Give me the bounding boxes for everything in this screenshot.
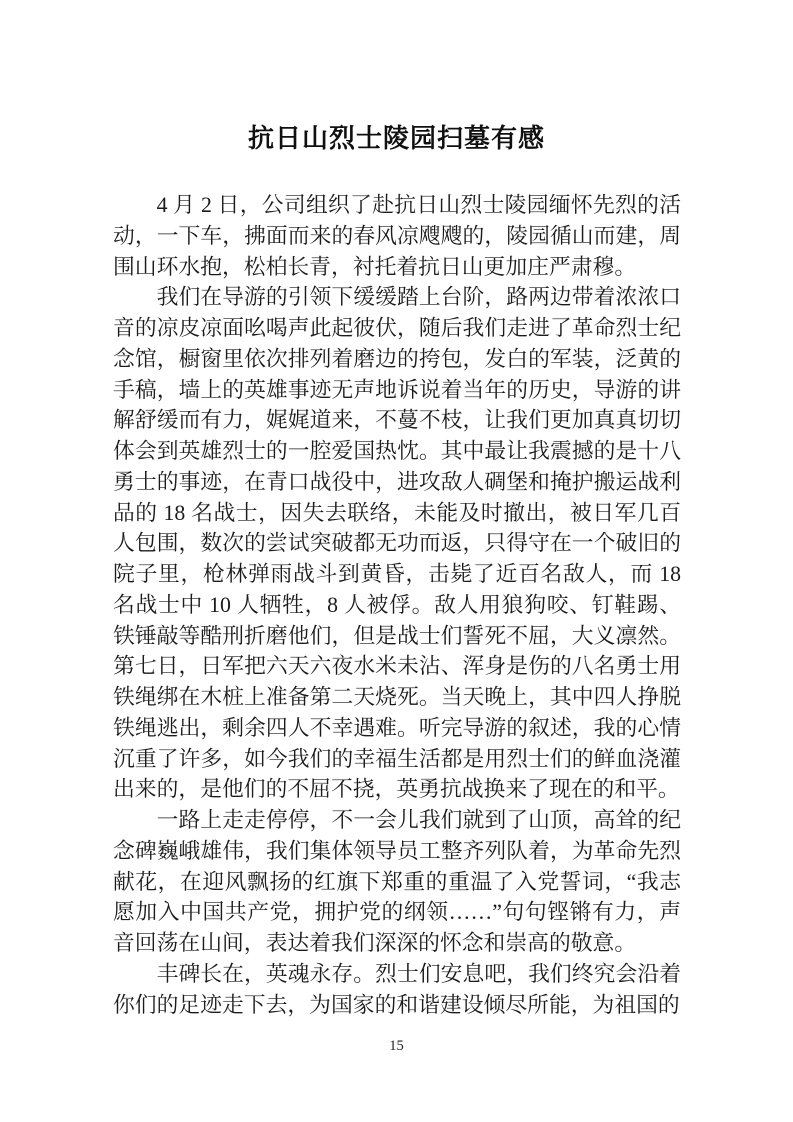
paragraph: 4 月 2 日，公司组织了赴抗日山烈士陵园缅怀先烈的活动，一下车，拂面而来的春风凉飕飕的，陵园循山而建，周围山环水抱，松柏长青，衬托着抗日山更加庄严肃穆。: [113, 193, 681, 279]
document-body: [113, 190, 681, 1020]
page-title: 抗日山烈士陵园扫墓有感: [247, 123, 545, 153]
paragraph: 我们在导游的引领下缓缓踏上台阶，路两边带着浓浓口音的凉皮凉面吆喝声此起彼伏，随后我们走进了革命烈士纪念馆，橱窗里依次排列着磨边的挎包，发白的军装，泛黄的手稿，墙上的英雄事迹无声地诉说着当年的历史，导游的讲解舒缓而有力，娓娓道来，不蔓不枝，让我们更加真真切切体会到英雄烈士的一腔爱国热忱。其中最让我震撼的是十八勇士的事迹，在青口战役中，进攻敌人碉堡和掩护搬运战利品的 18 名战士，因失去联络，未能及时撤出，被日军几百人包围，数次的尝试突破都无功而返，只得守在一个破旧的院子里，枪林弹雨战斗到黄昏，击毙了近百名敌人，而 18 名战士中 10 人牺牲，8 人被俘。敌人用狼狗咬、钉鞋踢、铁锤敲等酷刑折磨他们，但是战士们誓死不屈，大义凛然。第七日，日军把六天六夜水米未沾、浑身是伤的八名勇士用铁绳绑在木桩上准备第二天烧死。当天晚上，其中四人挣脱铁绳逃出，剩余四人不幸遇难。听完导游的叙述，我的心情沉重了许多，如今我们的幸福生活都是用烈士们的鲜血浇灌出来的，是他们的不屈不挠，英勇抗战换来了现在的和平。: [113, 285, 681, 802]
paragraph: 一路上走走停停，不一会儿我们就到了山顶，高耸的纪念碑巍峨雄伟，我们集体领导员工整齐列队着，为革命先烈献花，在迎风飘扬的红旗下郑重的重温了入党誓词，“我志愿加入中国共产党，拥护党的纲领……”句句铿锵有力，声音回荡在山间，表达着我们深深的怀念和崇高的敬意。: [113, 808, 681, 955]
page-number: 15: [389, 1038, 404, 1054]
paragraph: 丰碑长在，英魂永存。烈士们安息吧，我们终究会沿着你们的足迹走下去，为国家的和谐建设倾尽所能，为祖国的: [113, 961, 681, 1017]
